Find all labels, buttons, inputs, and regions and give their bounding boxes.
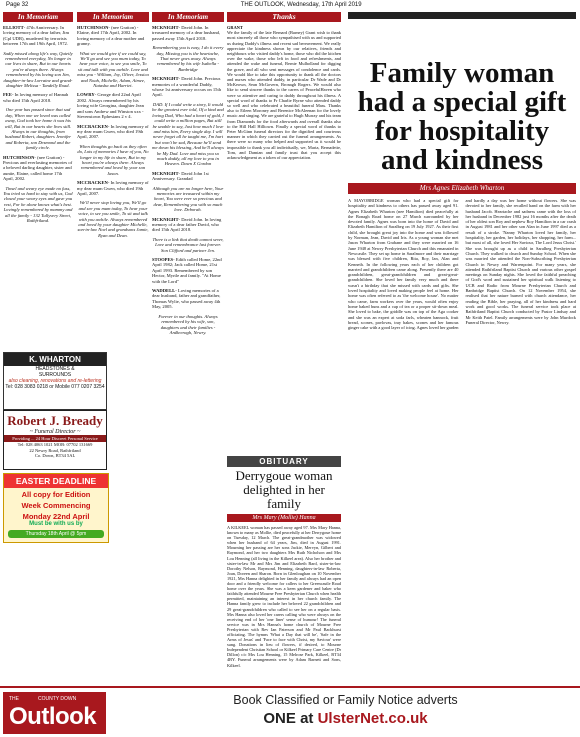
- memoriam-notice: [3, 51, 73, 89]
- easter-line-5: Thursday 18th April @ 5pm: [8, 530, 104, 538]
- notice-verse: DAD. If I could write a story, It would be the greatest ever told, Of a kind and loving Dad, Who had a heart of gold, I could write a million pages, But still be unable to say, Just how much I love and miss him, Every single day. I will never forget all he taught me, I'm hurt but won't be sad, Because he'll send me down his blessing, And he'll always be My Dad. Love and miss you so much daddy, all my love to you in Heaven. Dawn X Gordon: [152, 101, 224, 167]
- in-memoriam-col-3: [152, 12, 224, 682]
- notice-text: - David John. Precious memories of a wonderful Daddy, whose 1st anniversary occurs on 15th April.: [152, 76, 222, 98]
- memoriam-notice: [77, 200, 149, 238]
- memoriam-notice: [3, 92, 73, 103]
- notice-text: - David John 1st Anniversary. Grandad: [152, 170, 209, 182]
- obituary-banner: OBITUARY: [227, 456, 341, 467]
- memoriam-notice: [3, 186, 73, 224]
- notice-text: - David John. In loving memory of a dear father David, who died 15th April 2018.: [152, 216, 222, 233]
- notice-text: - Loving memories of a dear husband, father and grandfather, Thomas Wylie, who passed away 4th May, 2005.: [152, 288, 221, 310]
- notice-verse: Tinsel and weary eye made no fuss, You tried so hard to stay with us, God closed your weary eyes and gave you rest, For he alone knows what's best. Lovingly remembered by mammy and all the family - 132 Tullyvery Street, Rathfriland.: [3, 185, 73, 223]
- ulsternet-link[interactable]: UlsterNet.co.uk: [317, 710, 428, 727]
- outlook-line-1: Book Classified or Family Notice adverts: [233, 693, 458, 707]
- page-header: [0, 0, 580, 10]
- wharton-body: A MAYOBRIDGE woman who had a special gift for hospitality and kindness to others has passed away aged 91. Agnes Elizabeth Wharton (nee Hamilton) died peacefully at the Bonagh Road home on 27 March surrounded by her devoted family. Agnes was born into the home of David and Elizabeth Hamilton of Saralbeg on 19 July 1927. As their first child, she brought great joy into the home and was followed by Norman, Jean, David and Iris. As a young woman she met Jason Wharton from Grabane and they were married on 16 June 1948 at Newry Presbyterian Church and this emanated in Newcastle. They set up home in Saralmore and their marriage was blessed with five children, Rita, Roy, Ian, Alan and Kenneth. In the following years each of her children got married and grandchildren came along. Presently there are 40 grandchildren, great-grandchildren and great-great-grandchildren. She loved her family very much and there wasn't a birthday that she missed with cards and gifts. She loved hospitality and loved making people feel at home. Her home was often referred to as 'the welcome house'. No matter who came, farm workers over the years, would often enjoy home baked buns and a cup of tea or a proper sit-down meal. She loved to bake, the griddle was on top of the Aga cooker and she was an expert at soda farls, wheaten bannock, fruit bread, scones, pavlovas, tray bakes, scones and her famous ginger cake with a good layer of icing. Agnes loved her garden and hardly a day was her home without flowers. She was devoted to her family, she recalled hand on the farm with her husband Jacob. Heartache and sadness came with the loss of her husband in December 1982 just 16 months after the death of her oldest son Roy and nephew Roy Hamilton in a car crash in August 1981 and her other son Alan in June 1997 died as a result of a stroke. 'Nanny Wharton loved her family, her hospitality, her garden, her holidays, her shopping, her farm... but most of all, she loved Her Saviour, The Lord Jesus Christ.' She was brought up as a child in Saralbeg Presbyterian Church. They walked to church and Sunday School. When she was married she attended the Non-Subscribing Presbyterian Church in Newry and Warrenpoint. For many years, she attended Rathfriland Baptist Church and various other gospel meetings on Sunday nights. She loved the faithful preaching of God's word and sustained her spiritual walk listening to UCB and Radio from Mourne Presbyterian Church and Banbridge Baptist Church. On 12 November 1954, she realised that her nature burned with church attendance, her reading the Bible, her praying, all of her kindness and hard work and good works. The funeral service took place at Rathfriland Baptist Church conducted by Pastor Lindsay and Mr Keith Patel. Family arrangements were by John Murdock Funeral Director, Newry.: [348, 198, 576, 331]
- memoriam-notice: [152, 102, 224, 167]
- notice-verse: There is a link that death cannot sever, Love and remembrance last forever. Son Clifford and partner Jen.: [152, 236, 224, 253]
- notice-verse: Although you are no longer here, Your memories are treasured within my heart, You were ever so precious and dear, Remembering you with so much love. Deborah.: [152, 185, 224, 213]
- notice-verse: When thoughts go back as they often do, Lots of memories I have of you, No longer in my life to share, But in my heart you're always there. Always remembered and loved by your son Jason.: [77, 143, 149, 176]
- memoriam-notice: [77, 25, 149, 47]
- outlook-county: COUNTY DOWN: [38, 696, 77, 702]
- in-memoriam-col-2: [77, 12, 149, 682]
- notice-surname: MCKNIGHT: [152, 76, 179, 82]
- kwharton-name: K. WHARTON: [4, 353, 106, 366]
- outlook-the: THE: [9, 696, 19, 702]
- notice-verse: Forever in our thoughts. Always remembered by his wife, son, daughters and their families - Ardkeeragh, Newry.: [158, 313, 218, 335]
- memoriam-notice: [152, 171, 224, 182]
- thanks-heading: Thanks: [227, 12, 341, 22]
- notice-verse: Sadly missed along life's way, Quietly remembered everyday, No longer in our lives to share, But in our hearts you're always there. Always remembered by his loving son Jim, daughter-in-law Lorraine and grand-daughter Melissa - Tandelly Road.: [3, 50, 73, 89]
- outlook-one: ONE: [263, 710, 296, 727]
- memoriam-notice: [77, 51, 149, 89]
- notice-surname: FEE: [3, 92, 12, 98]
- notice-surname: MCKNIGHT: [152, 25, 179, 30]
- wharton-headline: Family woman had a special gift for hospitality and kindness: [357, 57, 567, 176]
- kwharton-tagline: also cleaning, renovations and re-lettering: [8, 378, 102, 384]
- kwharton-ad[interactable]: [3, 352, 107, 410]
- obituary-top-bar: [348, 12, 576, 19]
- notice-text: - 47th Anniversary. In loving memory of a dear father, Jim (Cpl UDR), murdered by terrorists between 17th and 19th April, 1972.: [3, 25, 70, 47]
- notice-surname: MCKNIGHT: [152, 216, 179, 222]
- kwharton-line-1: HEADSTONES &: [35, 366, 75, 372]
- bready-address-2: Co. Down, BT34 5AL: [34, 453, 76, 458]
- bready-ad[interactable]: [3, 410, 107, 470]
- notice-text: - (nee Gratton) - Precious and everlasting memories of a beloved darling daughter, sister and auntie, Elaine, called home 17th April, 2002.: [3, 154, 73, 182]
- bready-address: 22 Newry Road, Rathfriland: [29, 447, 81, 453]
- thanks-column: [227, 12, 341, 452]
- section-heading: In Memoriam: [3, 12, 73, 22]
- notice-verse: We'll never stop loving you, We'll go and see you mum today, To hear your voice, to see you smile, To sit and talk with you awhile. Always remembered and loved by your daughter Michelle, son-in-law Noel and grandsons Jamie, Ryan and Dean.: [77, 200, 149, 238]
- notice-surname: MCCRACKEN: [77, 123, 108, 129]
- wharton-article: [348, 12, 576, 682]
- notice-verse: Remembering you is easy, I do it every day, Missing you is the heartache, That never goes away. Always remembered by his wife Isabella - Banbridge: [152, 45, 224, 72]
- memoriam-notice: [152, 257, 224, 284]
- outlook-name: Outlook: [9, 703, 97, 730]
- memoriam-notice: [77, 180, 149, 196]
- memoriam-notice: [77, 92, 149, 119]
- thanks-body: [227, 25, 341, 160]
- derrygoue-headline: Derrygoue woman delighted in her family: [235, 468, 333, 511]
- easter-line-1: All copy for Edition: [21, 490, 91, 499]
- notice-surname: WADDELL: [152, 288, 176, 294]
- memoriam-notice: [152, 186, 224, 213]
- easter-title: EASTER DEADLINE: [4, 474, 108, 488]
- outlook-logo[interactable]: [3, 692, 106, 734]
- paper-dateline: THE OUTLOOK, Wednesday, 17th April 2019: [240, 2, 362, 8]
- memoriam-notice: [152, 25, 224, 41]
- outlook-line-2: [118, 710, 573, 727]
- derrygoue-article: [227, 469, 341, 684]
- memoriam-notice: [3, 107, 73, 150]
- notice-surname: HUTCHINSON: [3, 154, 35, 160]
- memoriam-notice: [152, 45, 224, 72]
- notice-verse: What we would give if we could say, We'll go and see you mum today, To hear your voice, to see you smile, To sit and talk with you awhile. Love and miss you - William, Joy, Oliver, Jessica and Noah, Michelle, Adam, Aimee, Natasha and Harriet.: [77, 50, 149, 89]
- bready-name: Robert J. Bready: [7, 413, 103, 428]
- notice-surname: LOWRY: [77, 92, 95, 98]
- easter-line-2: Week Commencing: [21, 501, 91, 510]
- section-heading: In Memoriam: [77, 12, 149, 22]
- memoriam-notice: [152, 217, 224, 233]
- notice-text: - George died 22nd April 2002. Always remembered by his loving wife Georgina, daughter Jean and sons Andrew and Winston xxx - Stevenstown Ephesians 2 v 4.: [77, 92, 144, 120]
- outlook-text: [118, 693, 573, 727]
- notice-text: - (nee Gratton) - Elaine, died 17th April, 2002. In loving memory of a dear mother and granny.: [77, 25, 145, 47]
- notice-text: - David John. In treasured memory of a dear husband, passed away 15th April 2018.: [152, 25, 221, 41]
- notice-surname: STOOPES: [152, 257, 174, 263]
- bready-subtitle: ~ Funeral Director ~: [29, 429, 81, 435]
- memoriam-notice: [152, 237, 224, 253]
- notice-text: - In loving memory of my dear mum Gwen, who died 19th April, 2007.: [77, 123, 149, 140]
- easter-deadline-ad[interactable]: [3, 473, 109, 543]
- easter-line-4: Must be with us by: [29, 521, 83, 527]
- memoriam-notice: [77, 144, 149, 176]
- notice-text: - Edith called Home, 22nd April 1982; Jack called Home, 21st April 1993. Remembered by son Hector, Myrtle and family. "At Home with the Lord": [152, 257, 222, 284]
- notice-surname: MCCRACKEN: [77, 180, 108, 186]
- memoriam-notice: [152, 76, 224, 98]
- derrygoue-subhead: Mrs Mary (Mollie) Hanna: [227, 514, 341, 522]
- derrygoue-body: A KILKEEL woman has passed away aged 97. Mrs Mary Hanna, known to many as Mollie, died peacefully at her Derrygoue home on Tuesday, 12 March. The great-grandmother was widowed when her husband of 64 years, Jim, died in August 1991. Mourning her passing are her sons Jackie, Mervyn, Gilbert and Raymond, and her two daughters Mrs Ruth Nicholson and Mrs Lou Henning (all living in the Kilkeel area). Also her brother and sister-in-law Mr and Mrs Jim and Elizabeth Bard, sister-in-law Dorothy Nelson, Raymond, Henning, daughters-in-law Roberta, Joan, Doreen and Sharon. Born in Glenloughan on 10 November 1921, Mrs Hanna delighted in her family and always had an open door and a friendly welcome for callers to her Greencastle Road home over the years. She was a keen gardener and baker who faithfully attended Mourne Free Presbyterian Church when health permitted, maintaining an interest in her church family. The Hanna family grew to include her beloved 22 grandchildren and 29 great-grandchildren who called to see her on a regular basis. Mrs Hanna also loved her carers calling who were always on the receiving end of her 'one liner' sense of humour! The funeral service was in Mrs Hanna's home church of Mourne Free Presbyterian with Rev Ian Paterson and Mr Paul Backhurst officiating. The hymns 'What a Day that will be', 'Safe in the Arms of Jesus' and 'Face to face with Christ, my Saviour' were sung. Donations in lieu of flowers, if desired, to Mourne Independent Christian School or Kilkeel Primary Care Centre (Dr Dillon) c/o Mrs Lou Henning, 15 Melrose Park, Kilkeel, BT34 4BY. Funeral arrangements were by Adam Barnett and Sons, Kilkeel.: [227, 525, 341, 668]
- notice-surname: MCKNIGHT: [152, 170, 179, 176]
- thanks-text: We the family of the late Bernard (Barney) Grant wish to thank most sincerely all those who sympathised with us and supported us during Daddy's illness and recent sad bereavement. We really appreciate the kindness shown by our relatives, friends and neighbours who visited daddy's home, those who did the kitchen over the wake, those who left in food and refreshments, and attended the wake and funeral, Bernie Mulholland for digging the grave, and all who sent messages of condolence and cards. We would like to take this opportunity to thank all the doctors and nurses who attended daddy, in particular Dr Wade and Dr McKeown, Sean McGovern, Bronagh Rogers. We would also like to send sincere thanks to the carers of PeacefulHaven who were so attentive and caring to daddy throughout his illness. A special word of thanks to Fr Charlie Byrne who attended daddy so well and who celebrated a beautiful funeral Mass. Thanks also to Eileen Moroney and Berenice McAleenan for the lovely music and singing. We are grateful to Hugh Murray and his team from Diamonds for the food afterwards and overall thanks also to the Hill Hall Hilltown. Finally a special word of thanks to Peter McGinn funeral directors for the dignified and courteous manner in which they carried out the funeral arrangements. As there were so many who helped and supported us it would be impossible to thank you all individually, we, Maria, Bernadette, Tom, and Damian and family trust that you accept this acknowledgment as a token of our appreciation.: [227, 30, 341, 161]
- outlook-at: at: [300, 710, 314, 727]
- notice-surname: HUTCHINSON: [77, 25, 109, 30]
- notice-verse: One year has passed since that sad day, When one we loved was called away, God took her home it was his will, But in our hearts she lives still. Always in our thoughts, from husband Robert, daughters Jennifer and Roberta, son Desmond and the family circle.: [4, 107, 72, 151]
- page-number: Page 32: [6, 2, 29, 8]
- bready-tel: Tel: 028 4063 1021 MOB: 07702 131669: [17, 442, 93, 447]
- wharton-subhead: Mrs Agnes Elizabeth Wharton: [348, 183, 576, 194]
- section-heading: In Memoriam: [152, 12, 224, 22]
- memoriam-notice: [3, 25, 73, 47]
- memoriam-notice: [77, 124, 149, 140]
- easter-line-3: Monday 22nd April: [22, 512, 90, 521]
- notice-text: - In loving memory of my dear mum Gwen, who died 19th April, 2007.: [77, 180, 149, 196]
- kwharton-tel: Tel: 028 3083 0218 or Mobile 077 0207 3254: [5, 384, 105, 390]
- notice-text: - In loving memory of Hannah who died 15th April 2018.: [3, 92, 69, 103]
- memoriam-notice: [152, 288, 224, 310]
- kwharton-line-2: SURROUNDS: [38, 372, 72, 378]
- memoriam-notice: [152, 314, 224, 336]
- memoriam-notice: [3, 155, 73, 182]
- in-memoriam-col-1: [3, 12, 73, 350]
- outlook-footer-ad[interactable]: [0, 686, 580, 737]
- bready-service-bar: Providing ... 24 Hour Discreet Personal Service: [4, 435, 106, 442]
- thanks-name: GRANT: [227, 25, 243, 30]
- notice-surname: ELLIOTT: [3, 25, 24, 30]
